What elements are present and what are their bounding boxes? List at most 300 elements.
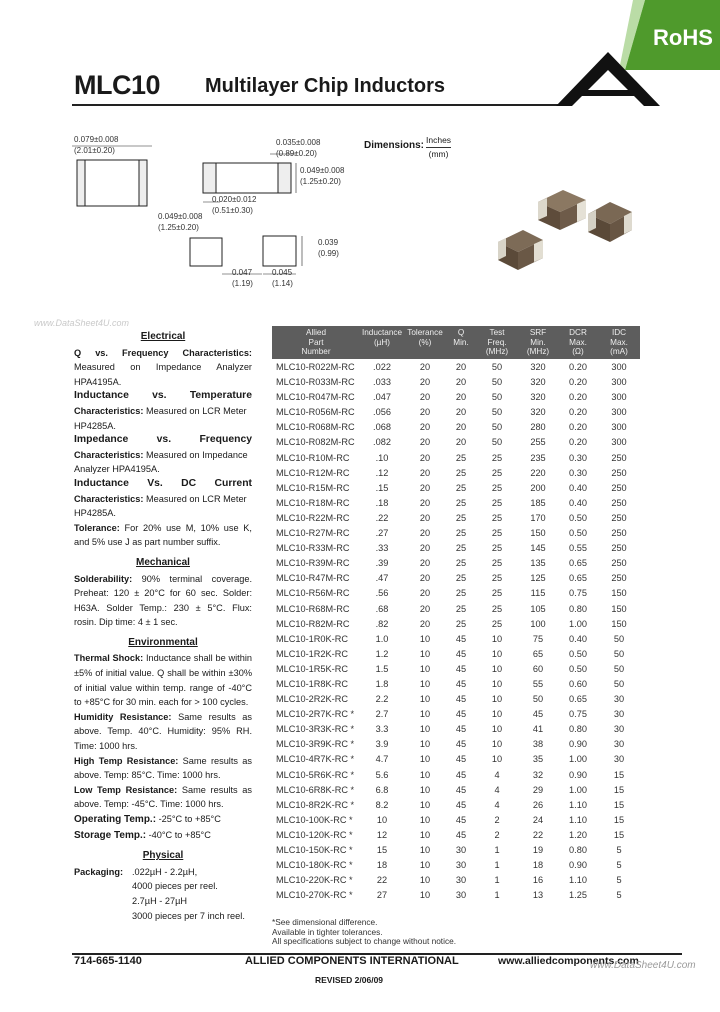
humidity-text: Same results as above. Temp. 40°C. Humidity: 95% RH. Time: 1000 hrs. (74, 711, 252, 752)
cell-part-number: MLC10-R033M-RC (276, 377, 355, 388)
col-test-freq-l2: Freq. (487, 337, 507, 347)
col-part-number (272, 328, 360, 357)
table-row (272, 737, 640, 752)
cell-inductance: .033 (373, 377, 391, 388)
cell-q-min: 30 (455, 860, 467, 871)
dim-pad-h-in: 0.039 (318, 238, 339, 247)
cell-q-min: 45 (455, 799, 467, 810)
environmental-heading: Environmental (128, 636, 198, 648)
footer-phone: 714-665-1140 (74, 955, 142, 967)
col-idc-l1: IDC (611, 328, 627, 337)
cell-dcr: 0.65 (569, 694, 587, 705)
col-test-freq-l3: (MHz) (485, 347, 509, 356)
packaging-line3: 2.7µH - 27µH (132, 895, 188, 906)
cell-test-freq: 25 (491, 452, 503, 463)
table-row (272, 586, 640, 601)
packaging-line4: 3000 pieces per 7 inch reel. (132, 910, 245, 921)
operating-temp-title: Operating Temp.: (74, 814, 157, 825)
cell-part-number: MLC10-R15M-RC (276, 482, 350, 493)
cell-dcr: 0.60 (569, 678, 587, 689)
cell-idc: 5 (616, 890, 622, 901)
cell-dcr: 0.90 (569, 739, 587, 750)
humidity-row (74, 710, 252, 754)
cell-part-number: MLC10-R68M-RC (276, 603, 350, 614)
cell-part-number: MLC10-R18M-RC (276, 497, 350, 508)
cell-srf: 100 (530, 618, 546, 629)
cell-tolerance: 20 (419, 437, 431, 448)
col-part-number-l2: Part (308, 337, 324, 347)
cell-q-min: 45 (455, 694, 467, 705)
cell-srf: 170 (530, 512, 546, 523)
col-dcr-l2: Max. (569, 337, 587, 347)
cell-part-number: MLC10-2R2K-RC (276, 694, 348, 705)
cell-test-freq: 25 (491, 573, 503, 584)
cell-srf: 19 (532, 845, 544, 855)
cell-q-min: 45 (455, 814, 467, 825)
cell-idc: 15 (613, 769, 625, 780)
cell-test-freq: 10 (491, 724, 503, 735)
cell-q-min: 30 (455, 875, 467, 886)
humidity-title: Humidity Resistance: (74, 711, 172, 722)
high-temp-title: High Temp Resistance: (74, 755, 179, 766)
cell-inductance: 10 (376, 814, 388, 825)
cell-q-min: 25 (455, 603, 467, 614)
dim-gap-in: 0.047 (232, 268, 253, 277)
cell-inductance: 2.7 (375, 709, 389, 720)
cell-idc: 250 (611, 543, 627, 554)
cell-srf: 65 (532, 648, 544, 659)
cell-tolerance: 10 (419, 754, 431, 765)
cell-dcr: 0.30 (569, 452, 587, 463)
cell-dcr: 1.20 (569, 829, 587, 840)
cell-srf: 18 (532, 860, 544, 871)
dc-current-row (74, 492, 252, 521)
cell-tolerance: 20 (419, 392, 431, 403)
table-row (272, 451, 640, 466)
ind-temp-row (74, 404, 252, 433)
cell-idc: 15 (613, 814, 625, 825)
cell-inductance: 1.5 (375, 663, 389, 674)
cell-test-freq: 25 (491, 588, 503, 599)
cell-idc: 15 (613, 799, 625, 810)
imp-freq-char: Characteristics: (74, 449, 144, 460)
cell-test-freq: 50 (491, 392, 503, 403)
cell-inductance: .27 (375, 528, 389, 539)
cell-dcr: 0.20 (569, 437, 587, 448)
cell-tolerance: 20 (419, 512, 431, 523)
col-dcr-l3: (Ω) (572, 347, 584, 356)
storage-temp-title: Storage Temp.: (74, 829, 147, 841)
cell-dcr: 0.50 (569, 512, 587, 523)
cell-test-freq: 25 (491, 528, 503, 539)
table-row (272, 888, 640, 903)
cell-test-freq: 25 (491, 543, 503, 554)
cell-part-number: MLC10-4R7K-RC * (276, 754, 355, 765)
cell-tolerance: 10 (419, 875, 431, 886)
cell-q-min: 20 (455, 407, 467, 418)
cell-inductance: 18 (376, 860, 388, 871)
cell-test-freq: 10 (491, 739, 503, 750)
note-tolerances: Available in tighter tolerances. (272, 926, 383, 937)
thermal-shock-row (74, 651, 252, 709)
dc-current-char: Characteristics: (74, 493, 144, 504)
dc-current-title: Inductance Vs. DC Current (74, 477, 252, 489)
ind-temp-title: Inductance vs. Temperature (74, 390, 252, 402)
cell-srf: 105 (530, 603, 546, 614)
cell-q-min: 20 (455, 392, 467, 403)
cell-idc: 250 (611, 452, 627, 463)
cell-dcr: 0.50 (569, 648, 587, 659)
table-row (272, 647, 640, 662)
cell-tolerance: 20 (419, 407, 431, 418)
dim-width-mm: (1.25±0.20) (300, 177, 341, 186)
cell-tolerance: 10 (419, 724, 431, 735)
cell-inductance: .18 (375, 497, 389, 508)
cell-tolerance: 20 (419, 377, 431, 388)
dim-pad-w-mm: (1.14) (272, 279, 293, 288)
footer-company: ALLIED COMPONENTS INTERNATIONAL (245, 955, 459, 967)
cell-inductance: 3.9 (375, 739, 389, 750)
cell-tolerance: 10 (419, 663, 431, 674)
col-q-min-l1: Q (457, 328, 465, 337)
cell-part-number: MLC10-120K-RC * (276, 829, 353, 840)
cell-tolerance: 20 (419, 573, 431, 584)
storage-temp-text: -40°C to +85°C (148, 829, 211, 840)
cell-dcr: 0.20 (569, 407, 587, 418)
low-temp-title: Low Temp Resistance: (74, 784, 178, 795)
cell-tolerance: 20 (419, 482, 431, 493)
cell-test-freq: 4 (494, 784, 500, 795)
col-idc-l3: (mA) (610, 347, 628, 356)
dim-pad-h-mm: (0.99) (318, 249, 339, 258)
cell-srf: 115 (530, 588, 546, 599)
cell-srf: 29 (532, 784, 544, 795)
cell-srf: 280 (530, 422, 546, 433)
units-mm: (mm) (428, 149, 449, 159)
cell-dcr: 1.00 (569, 784, 587, 795)
table-row (272, 405, 640, 420)
table-row (272, 707, 640, 722)
thermal-shock-text: Inductance shall be within ±5% of initial value. Q shall be within ±30% of initial value within temp. range of -40°C to +85°C for 30 min. each for > 100 cycles. (74, 653, 252, 708)
col-test-freq (476, 328, 518, 357)
cell-tolerance: 10 (419, 890, 431, 901)
cell-idc: 30 (613, 739, 625, 750)
cell-tolerance: 10 (419, 648, 431, 659)
table-row (272, 828, 640, 843)
cell-dcr: 0.75 (569, 709, 587, 720)
cell-tolerance: 20 (419, 588, 431, 599)
cell-tolerance: 10 (419, 633, 431, 644)
table-row (272, 858, 640, 873)
cell-inductance: .082 (373, 437, 391, 448)
cell-idc: 30 (613, 709, 625, 720)
cell-inductance: .056 (373, 407, 391, 418)
cell-part-number: MLC10-2R7K-RC * (276, 709, 355, 720)
cell-part-number: MLC10-R12M-RC (276, 467, 350, 478)
cell-idc: 30 (613, 754, 625, 765)
cell-idc: 250 (611, 528, 627, 539)
cell-test-freq: 2 (494, 829, 500, 840)
dim-width-in: 0.049±0.008 (300, 166, 345, 175)
cell-inductance: .12 (375, 467, 389, 478)
cell-part-number: MLC10-100K-RC * (276, 814, 353, 825)
cell-part-number: MLC10-R22M-RC (276, 512, 350, 523)
table-row (272, 602, 640, 617)
cell-test-freq: 25 (491, 512, 503, 523)
table-row (272, 496, 640, 511)
col-part-number-l3: Number (301, 347, 331, 356)
cell-srf: 125 (530, 573, 546, 584)
cell-idc: 50 (613, 678, 625, 689)
solderability-text: 90% terminal coverage. Preheat: 120 ± 20°C for 60 sec. Solder: H63A. Solder Temp.: 230 ± 5°C. Flux: rosin. Dip time: 4 ± 1 sec. (74, 573, 252, 628)
table-row (272, 571, 640, 586)
note-dimensional: *See dimensional difference. (272, 917, 378, 927)
col-inductance-l2: (µH) (373, 337, 391, 347)
cell-inductance: .10 (375, 452, 389, 463)
table-row (272, 798, 640, 813)
col-srf-l3: (MHz) (526, 347, 550, 356)
table-row (272, 375, 640, 390)
dim-height-in: 0.035±0.008 (276, 138, 321, 147)
cell-part-number: MLC10-R056M-RC (276, 407, 355, 418)
col-srf-l1: SRF (529, 328, 547, 337)
solderability-title: Solderability: (74, 573, 133, 584)
cell-srf: 38 (532, 739, 544, 750)
col-dcr-l1: DCR (569, 328, 587, 337)
cell-q-min: 25 (455, 618, 467, 629)
cell-tolerance: 20 (419, 422, 431, 433)
cell-idc: 300 (611, 377, 627, 388)
watermark-left: www.DataSheet4U.com (34, 318, 130, 328)
cell-q-min: 25 (455, 452, 467, 463)
cell-test-freq: 50 (491, 407, 503, 418)
cell-test-freq: 50 (491, 422, 503, 433)
footer-website[interactable]: www.alliedcomponents.com (498, 955, 639, 967)
product-title: Multilayer Chip Inductors (205, 75, 446, 97)
cell-dcr: 0.20 (569, 392, 587, 403)
cell-srf: 22 (532, 829, 544, 840)
cell-tolerance: 10 (419, 694, 431, 705)
dim-term-in: 0.020±0.012 (212, 195, 257, 204)
cell-part-number: MLC10-5R6K-RC * (276, 769, 355, 780)
col-srf (518, 328, 558, 357)
cell-part-number: MLC10-220K-RC * (276, 875, 353, 886)
cell-idc: 150 (611, 588, 627, 599)
table-row (272, 632, 640, 647)
cell-srf: 26 (532, 799, 544, 810)
cell-tolerance: 10 (419, 860, 431, 871)
cell-test-freq: 50 (491, 362, 503, 372)
cell-srf: 45 (532, 709, 544, 720)
cell-q-min: 45 (455, 739, 467, 750)
col-tolerance-l1: Tolerance (407, 328, 443, 337)
low-temp-text: Same results as above. Temp: -45°C. Time: 1000 hrs. (74, 784, 253, 810)
spec-column (74, 328, 252, 923)
cell-q-min: 45 (455, 633, 467, 644)
cell-test-freq: 25 (491, 603, 503, 614)
cell-dcr: 0.55 (569, 543, 587, 554)
packaging-line1: .022µH - 2.2µH, (132, 866, 198, 877)
cell-idc: 15 (613, 829, 625, 840)
cell-inductance: .15 (375, 482, 389, 493)
table-row (272, 556, 640, 571)
cell-part-number: MLC10-1R0K-RC (276, 633, 348, 644)
table-row (272, 511, 640, 526)
cell-idc: 300 (611, 362, 627, 372)
cell-idc: 250 (611, 573, 627, 584)
cell-inductance: 6.8 (375, 784, 389, 795)
cell-srf: 235 (530, 452, 546, 463)
low-temp-row (74, 783, 252, 812)
cell-tolerance: 20 (419, 603, 431, 614)
cell-part-number: MLC10-R068M-RC (276, 422, 355, 433)
table-row (272, 662, 640, 677)
col-test-freq-l1: Test (489, 328, 505, 337)
cell-tolerance: 20 (419, 467, 431, 478)
cell-tolerance: 20 (419, 452, 431, 463)
cell-srf: 150 (530, 528, 546, 539)
dim-height-mm: (0.89±0.20) (276, 149, 317, 158)
cell-idc: 250 (611, 558, 627, 569)
col-idc (598, 328, 640, 357)
table-row (272, 843, 640, 858)
dc-current-text: Measured on LCR Meter HP4285A. (74, 493, 247, 519)
cell-srf: 200 (530, 482, 546, 493)
cell-test-freq: 1 (494, 860, 500, 871)
cell-tolerance: 10 (419, 845, 431, 855)
cell-inductance: .33 (375, 543, 389, 554)
col-srf-l2: Min. (530, 337, 546, 347)
cell-inductance: .68 (375, 603, 389, 614)
cell-test-freq: 50 (491, 377, 503, 388)
cell-q-min: 25 (455, 588, 467, 599)
tolerance-row (74, 521, 252, 550)
table-row (272, 390, 640, 405)
cell-test-freq: 1 (494, 875, 500, 886)
cell-part-number: MLC10-R047M-RC (276, 392, 355, 403)
cell-q-min: 25 (455, 512, 467, 523)
cell-tolerance: 20 (419, 362, 431, 372)
cell-tolerance: 10 (419, 769, 431, 780)
dim-term-mm: (0.51±0.30) (212, 206, 253, 215)
cell-inductance: .39 (375, 558, 389, 569)
cell-part-number: MLC10-1R5K-RC (276, 663, 348, 674)
cell-tolerance: 20 (419, 543, 431, 554)
cell-idc: 300 (611, 407, 627, 418)
cell-q-min: 25 (455, 528, 467, 539)
cell-inductance: 1.2 (375, 648, 389, 659)
cell-idc: 250 (611, 497, 627, 508)
table-body (272, 360, 640, 903)
cell-dcr: 0.20 (569, 422, 587, 433)
cell-q-min: 25 (455, 482, 467, 493)
cell-inductance: 22 (376, 875, 388, 886)
cell-idc: 5 (616, 845, 622, 855)
cell-q-min: 20 (455, 362, 467, 372)
cell-test-freq: 10 (491, 754, 503, 765)
product-photo (488, 170, 648, 280)
cell-idc: 250 (611, 467, 627, 478)
cell-q-min: 45 (455, 724, 467, 735)
cell-part-number: MLC10-6R8K-RC * (276, 784, 355, 795)
cell-srf: 255 (530, 437, 546, 448)
cell-dcr: 0.40 (569, 633, 587, 644)
cell-test-freq: 10 (491, 694, 503, 705)
cell-tolerance: 20 (419, 497, 431, 508)
packaging-row (74, 865, 252, 880)
cell-q-min: 45 (455, 648, 467, 659)
dim-side-in: 0.049±0.008 (158, 212, 203, 221)
cell-inductance: 2.2 (375, 694, 389, 705)
cell-inductance: 8.2 (375, 799, 389, 810)
dim-side-mm: (1.25±0.20) (158, 223, 199, 232)
cell-test-freq: 1 (494, 890, 500, 901)
cell-dcr: 0.80 (569, 724, 587, 735)
cell-dcr: 0.65 (569, 558, 587, 569)
table-row (272, 873, 640, 888)
cell-inductance: 27 (376, 890, 388, 901)
cell-srf: 320 (530, 377, 546, 388)
cell-part-number: MLC10-R33M-RC (276, 543, 350, 554)
table-row (272, 722, 640, 737)
cell-test-freq: 25 (491, 497, 503, 508)
cell-idc: 300 (611, 437, 627, 448)
cell-inductance: .22 (375, 512, 389, 523)
cell-part-number: MLC10-8R2K-RC * (276, 799, 355, 810)
cell-inductance: .82 (375, 618, 389, 629)
cell-srf: 60 (532, 663, 544, 674)
cell-dcr: 0.30 (569, 467, 587, 478)
cell-dcr: 1.00 (569, 618, 587, 629)
ind-temp-char: Characteristics: (74, 405, 144, 416)
cell-srf: 320 (530, 392, 546, 403)
cell-srf: 75 (532, 633, 544, 644)
cell-tolerance: 10 (419, 829, 431, 840)
cell-q-min: 20 (455, 377, 467, 388)
cell-inductance: .47 (375, 573, 389, 584)
cell-q-min: 45 (455, 829, 467, 840)
cell-q-min: 25 (455, 543, 467, 554)
cell-test-freq: 25 (491, 467, 503, 478)
table-row (272, 466, 640, 481)
cell-inductance: 3.3 (375, 724, 389, 735)
imp-freq-text: Measured on Impedance Analyzer HPA4195A. (74, 449, 248, 475)
cell-inductance: 4.7 (375, 754, 389, 765)
cell-part-number: MLC10-R082M-RC (276, 437, 355, 448)
cell-dcr: 0.80 (569, 603, 587, 614)
cell-srf: 41 (532, 724, 544, 735)
cell-idc: 50 (613, 633, 625, 644)
cell-test-freq: 25 (491, 482, 503, 493)
cell-idc: 150 (611, 603, 627, 614)
col-idc-l2: Max. (610, 337, 628, 347)
allied-logo (548, 48, 668, 110)
cell-srf: 50 (532, 694, 544, 705)
cell-idc: 5 (616, 860, 622, 871)
cell-dcr: 0.90 (569, 769, 587, 780)
cell-q-min: 45 (455, 709, 467, 720)
packaging-line2: 4000 pieces per reel. (132, 881, 218, 892)
col-tolerance (404, 328, 446, 347)
cell-srf: 145 (530, 543, 546, 554)
cell-part-number: MLC10-R27M-RC (276, 528, 350, 539)
cell-dcr: 1.10 (569, 799, 587, 810)
cell-idc: 50 (613, 663, 625, 674)
col-q-min (446, 328, 476, 347)
cell-part-number: MLC10-150K-RC * (276, 845, 353, 855)
col-part-number-l1: Allied (305, 328, 327, 337)
table-row (272, 526, 640, 541)
